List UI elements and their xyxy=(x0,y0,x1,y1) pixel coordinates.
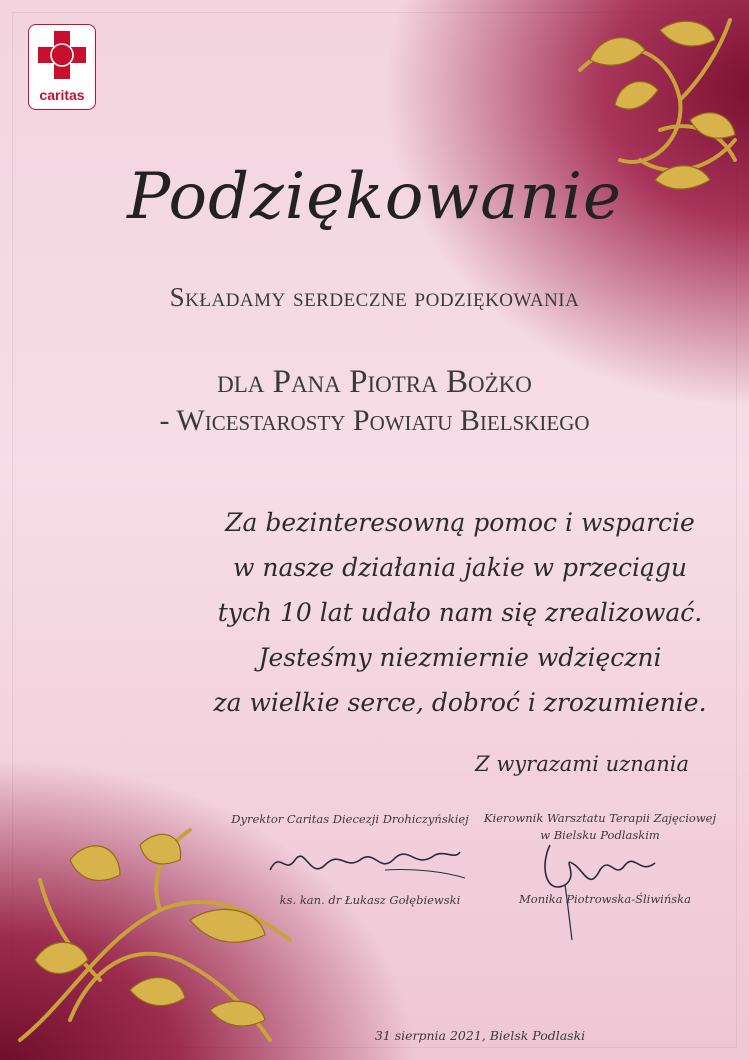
closing-text: Z wyrazami uznania xyxy=(475,752,689,776)
date-place: 31 sierpnia 2021, Bielsk Podlaski xyxy=(374,1028,586,1043)
recipient-position: - Wicestarosty Powiatu Bielskiego xyxy=(159,404,590,437)
thanks-heading: Składamy serdeczne podziękowania xyxy=(169,282,580,312)
message-line: Za bezinteresowną pomoc i wsparcie xyxy=(225,508,695,537)
signatory-1-role: Dyrektor Caritas Diecezji Drohiczyńskiej xyxy=(231,812,469,826)
caritas-cross-icon xyxy=(29,25,95,85)
signatory-1-name: ks. kan. dr Łukasz Gołębiewski xyxy=(279,893,461,907)
caritas-logo xyxy=(28,24,96,110)
message-line: tych 10 lat udało nam się zrealizować. xyxy=(217,598,703,627)
signatory-2-name: Monika Piotrowska-Śliwińska xyxy=(519,892,691,906)
message-line: za wielkie serce, dobroć i zrozumienie. xyxy=(213,688,707,717)
signature-2 xyxy=(520,835,670,945)
message-body xyxy=(200,500,720,725)
signatory-2-role-line: w Bielsku Podlaskim xyxy=(540,828,660,842)
logo-label: caritas xyxy=(39,87,85,103)
recipient-name: dla Pana Piotra Bożko xyxy=(217,364,532,400)
message-line: w nasze działania jakie w przeciągu xyxy=(233,553,687,582)
message-line: Jesteśmy niezmiernie wdzięczni xyxy=(258,643,662,672)
certificate-title: Podziękowanie xyxy=(127,160,622,234)
signatory-2-role-line: Kierownik Warsztatu Terapii Zajęciowej xyxy=(483,811,717,825)
signature-1 xyxy=(265,830,465,890)
